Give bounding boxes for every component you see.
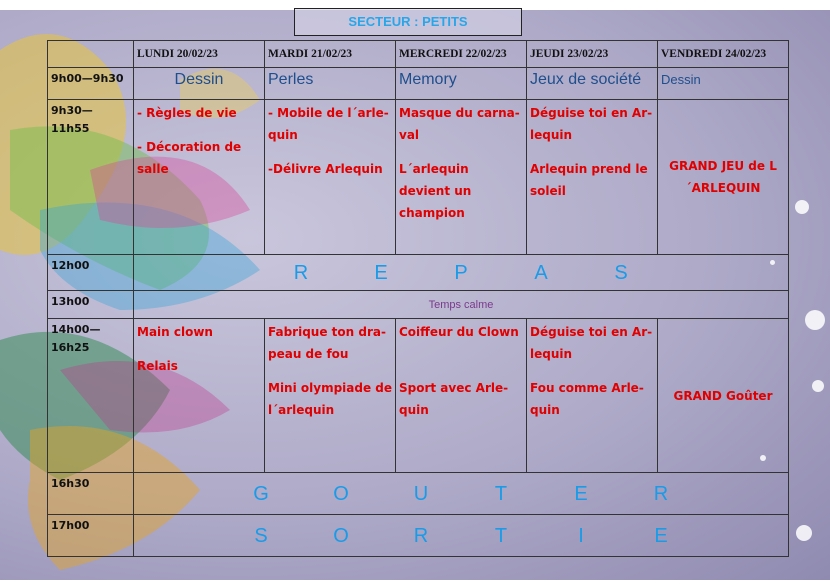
day-header: MARDI 21/02/23 [265, 41, 396, 68]
activity-cell [396, 100, 527, 255]
sector-title: SECTEUR : PETITS [294, 8, 522, 36]
banner-letter: T [494, 482, 508, 505]
activity: Sport avec Arle-quin [399, 381, 509, 417]
activity-cell [396, 319, 527, 473]
activity: - Décoration de salle [137, 140, 242, 176]
time-slot: 12h00 [48, 255, 134, 291]
activity-cell: GRAND JEU de L´ARLEQUIN [658, 100, 789, 255]
activity-cell [134, 100, 265, 255]
header-row [48, 41, 789, 68]
banner-letter: O [333, 482, 349, 505]
banner-letter: R [413, 524, 429, 547]
day-header: VENDREDI 24/02/23 [658, 41, 789, 68]
activity-cell: Memory [396, 68, 527, 100]
bokeh-light [796, 525, 812, 541]
day-header: MERCREDI 22/02/23 [396, 41, 527, 68]
schedule-row [48, 68, 789, 100]
activity: Arlequin prend le soleil [530, 162, 648, 198]
activity: Masque du carna-val [399, 106, 520, 142]
time-slot: 17h00 [48, 515, 134, 557]
banner-letter: R [293, 261, 309, 284]
schedule-row [48, 319, 789, 473]
activity: Main clown [137, 325, 213, 339]
snack-banner [134, 473, 789, 515]
banner-letter: S [614, 261, 628, 284]
activity-cell [527, 319, 658, 473]
corner-cell [48, 41, 134, 68]
banner-letter: S [254, 524, 268, 547]
activity-cell: Dessin [658, 68, 789, 100]
time-slot: 16h30 [48, 473, 134, 515]
banner-letter: E [654, 524, 668, 547]
activity-cell: GRAND Goûter [658, 319, 789, 473]
activity: - Règles de vie [137, 106, 237, 120]
banner-letter: O [333, 524, 349, 547]
time-slot: 9h30—11h55 [48, 100, 134, 255]
activity: Relais [137, 359, 178, 373]
activity: Déguise toi en Ar-lequin [530, 325, 653, 361]
activity: Déguise toi en Ar-lequin [530, 106, 653, 142]
time-slot: 14h00—16h25 [48, 319, 134, 473]
activity: Coiffeur du Clown [399, 325, 519, 339]
activity-cell [134, 319, 265, 473]
schedule-row [48, 473, 789, 515]
time-slot: 13h00 [48, 291, 134, 319]
activity-cell: Jeux de société [527, 68, 658, 100]
lunch-banner [134, 255, 789, 291]
bokeh-light [812, 380, 824, 392]
activity: L´arlequin devient un champion [399, 162, 472, 220]
banner-letter: E [374, 261, 388, 284]
activity: - Mobile de l´arle-quin [268, 106, 389, 142]
schedule-row [48, 291, 789, 319]
activity-cell [527, 100, 658, 255]
schedule-row [48, 255, 789, 291]
activity-cell: Dessin [134, 68, 265, 100]
activity-cell: Perles [265, 68, 396, 100]
banner-letter: P [454, 261, 468, 284]
bokeh-light [805, 310, 825, 330]
activity-cell [265, 100, 396, 255]
banner-letter: R [653, 482, 669, 505]
bokeh-light [795, 200, 809, 214]
activity: Mini olympiade de l´arlequin [268, 381, 393, 417]
activity: Fou comme Arle-quin [530, 381, 644, 417]
schedule-row [48, 100, 789, 255]
banner-letter: T [494, 524, 508, 547]
banner-letter: A [534, 261, 548, 284]
banner-letter: U [413, 482, 429, 505]
activity: -Délivre Arlequin [268, 162, 383, 176]
time-slot: 9h00—9h30 [48, 68, 134, 100]
banner-letter: E [574, 482, 588, 505]
banner-letter: G [253, 482, 269, 505]
quiet-time-banner: Temps calme [134, 291, 789, 319]
activity-cell [265, 319, 396, 473]
exit-banner [134, 515, 789, 557]
banner-letter: I [578, 524, 584, 547]
day-header: LUNDI 20/02/23 [134, 41, 265, 68]
weekly-schedule-table [47, 40, 789, 557]
day-header: JEUDI 23/02/23 [527, 41, 658, 68]
activity: Fabrique ton dra-peau de fou [268, 325, 386, 361]
schedule-row [48, 515, 789, 557]
